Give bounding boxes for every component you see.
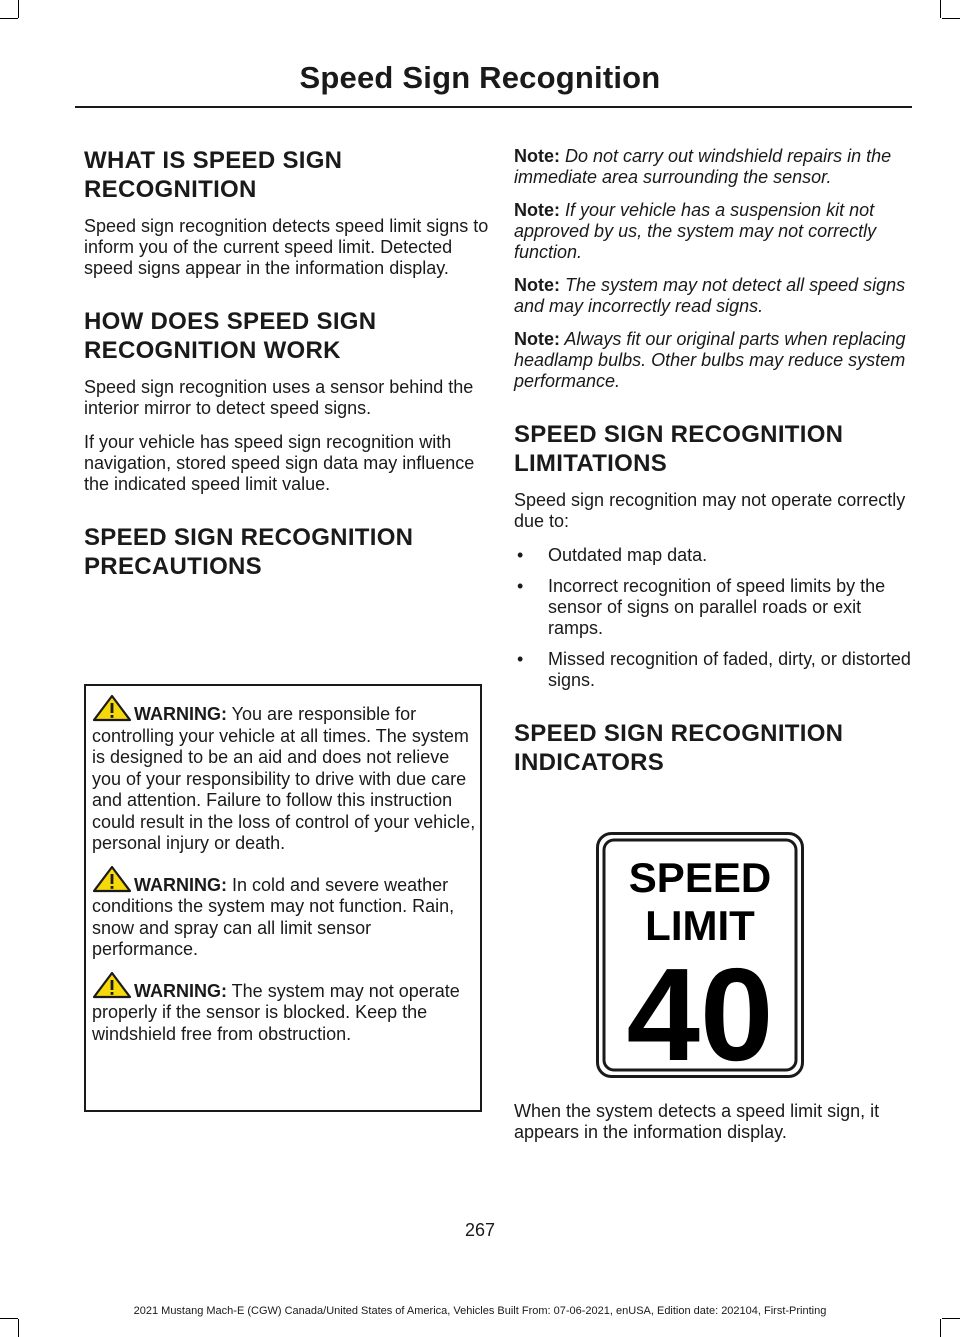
heading-line: LIMITATIONS	[514, 450, 668, 477]
heading-line: SPEED SIGN RECOGNITION	[514, 720, 844, 747]
note-text: The system may not detect all speed signs and may incorrectly read signs.	[514, 275, 906, 316]
note-item	[514, 146, 912, 188]
speed-limit-sign	[596, 832, 804, 1078]
section-heading-precautions	[84, 523, 504, 581]
crop-mark	[0, 18, 18, 19]
warning-text: The system may not operate properly if the sensor is blocked. Keep the windshield free from obstruction.	[92, 980, 460, 1044]
warning-item	[92, 694, 476, 855]
note-label: Note:	[514, 200, 560, 220]
list-item	[514, 649, 912, 691]
warning-triangle-icon	[92, 694, 132, 722]
section-heading-limitations	[514, 420, 912, 478]
paragraph: Speed sign recognition may not operate correctly due to:	[514, 490, 906, 531]
sign-caption: When the system detects a speed limit sign, it appears in the information display.	[514, 1101, 880, 1142]
bullet: •	[517, 545, 524, 565]
bullet: •	[517, 649, 524, 669]
section-heading-indicators	[514, 719, 912, 777]
heading-line: SPEED SIGN RECOGNITION	[514, 421, 844, 448]
warning-triangle-icon	[92, 865, 132, 893]
heading-line: HOW DOES SPEED SIGN	[84, 308, 377, 335]
warning-label: WARNING:	[134, 980, 227, 1001]
left-column	[84, 146, 504, 593]
section-heading-how-it-works	[84, 307, 504, 365]
heading-line: WHAT IS SPEED SIGN	[84, 147, 343, 174]
list-item-text: Outdated map data.	[548, 545, 708, 565]
list-item-text: Incorrect recognition of speed limits by the sensor of signs on parallel roads or exit ramps.	[548, 576, 886, 638]
limitations-list	[514, 545, 912, 691]
heading-line: RECOGNITION	[84, 176, 257, 203]
heading-line: SPEED SIGN RECOGNITION	[84, 524, 414, 551]
right-column	[514, 146, 912, 789]
header-divider	[75, 106, 912, 108]
crop-mark	[942, 1318, 960, 1319]
warning-item	[92, 971, 476, 1046]
note-label: Note:	[514, 146, 560, 166]
crop-mark	[18, 0, 19, 18]
heading-line: INDICATORS	[514, 749, 665, 776]
page-title: Speed Sign Recognition	[299, 60, 661, 95]
sign-speed-value: 40	[626, 941, 774, 1078]
warning-text: You are responsible for controlling your vehicle at all times. The system is designed to be an aid and does not relieve you of your responsibility to drive with due care and attention. Failure to follow this instruction could result in the loss of control of your vehicle, personal injury or death.	[92, 704, 476, 853]
crop-mark	[0, 1318, 18, 1319]
paragraph: If your vehicle has speed sign recognition with navigation, stored speed sign data may influence the indicated speed limit value.	[84, 432, 475, 494]
note-text: Always fit our original parts when replacing headlamp bulbs. Other bulbs may reduce system performance.	[514, 329, 906, 391]
note-item	[514, 200, 912, 263]
warning-triangle-icon	[92, 971, 132, 999]
note-item	[514, 275, 912, 317]
bullet: •	[517, 576, 524, 596]
speed-limit-sign-graphic	[596, 832, 804, 1078]
warning-item	[92, 865, 476, 961]
sign-line-speed: SPEED	[628, 854, 772, 901]
list-item	[514, 576, 912, 639]
warning-label: WARNING:	[134, 874, 227, 895]
heading-line: PRECAUTIONS	[84, 553, 262, 580]
crop-mark	[940, 0, 941, 18]
note-label: Note:	[514, 275, 560, 295]
crop-mark	[940, 1319, 941, 1337]
crop-mark	[18, 1319, 19, 1337]
page-number: 267	[464, 1220, 496, 1240]
note-item	[514, 329, 912, 392]
list-item	[514, 545, 912, 566]
section-heading-what-is	[84, 146, 504, 204]
paragraph: Speed sign recognition uses a sensor behind the interior mirror to detect speed signs.	[84, 377, 474, 418]
note-text: Do not carry out windshield repairs in the immediate area surrounding the sensor.	[514, 146, 892, 187]
warning-label: WARNING:	[134, 704, 227, 724]
sign-line-limit: LIMIT	[645, 902, 755, 949]
paragraph: Speed sign recognition detects speed limit signs to inform you of the current speed limit. Detected speed signs appear in the information display.	[84, 216, 489, 278]
heading-line: RECOGNITION WORK	[84, 337, 341, 364]
footer-text: 2021 Mustang Mach-E (CGW) Canada/United States of America, Vehicles Built From: 07-06-2021, enUSA, Edition date: 202104, First-Printing	[133, 1305, 827, 1317]
list-item-text: Missed recognition of faded, dirty, or distorted signs.	[548, 649, 911, 690]
note-label: Note:	[514, 329, 560, 349]
warning-box	[84, 684, 482, 1112]
note-text: If your vehicle has a suspension kit not approved by us, the system may not correctly function.	[514, 200, 877, 262]
warning-text: In cold and severe weather conditions the system may not function. Rain, snow and spray can all limit sensor performance.	[92, 874, 455, 959]
crop-mark	[942, 18, 960, 19]
